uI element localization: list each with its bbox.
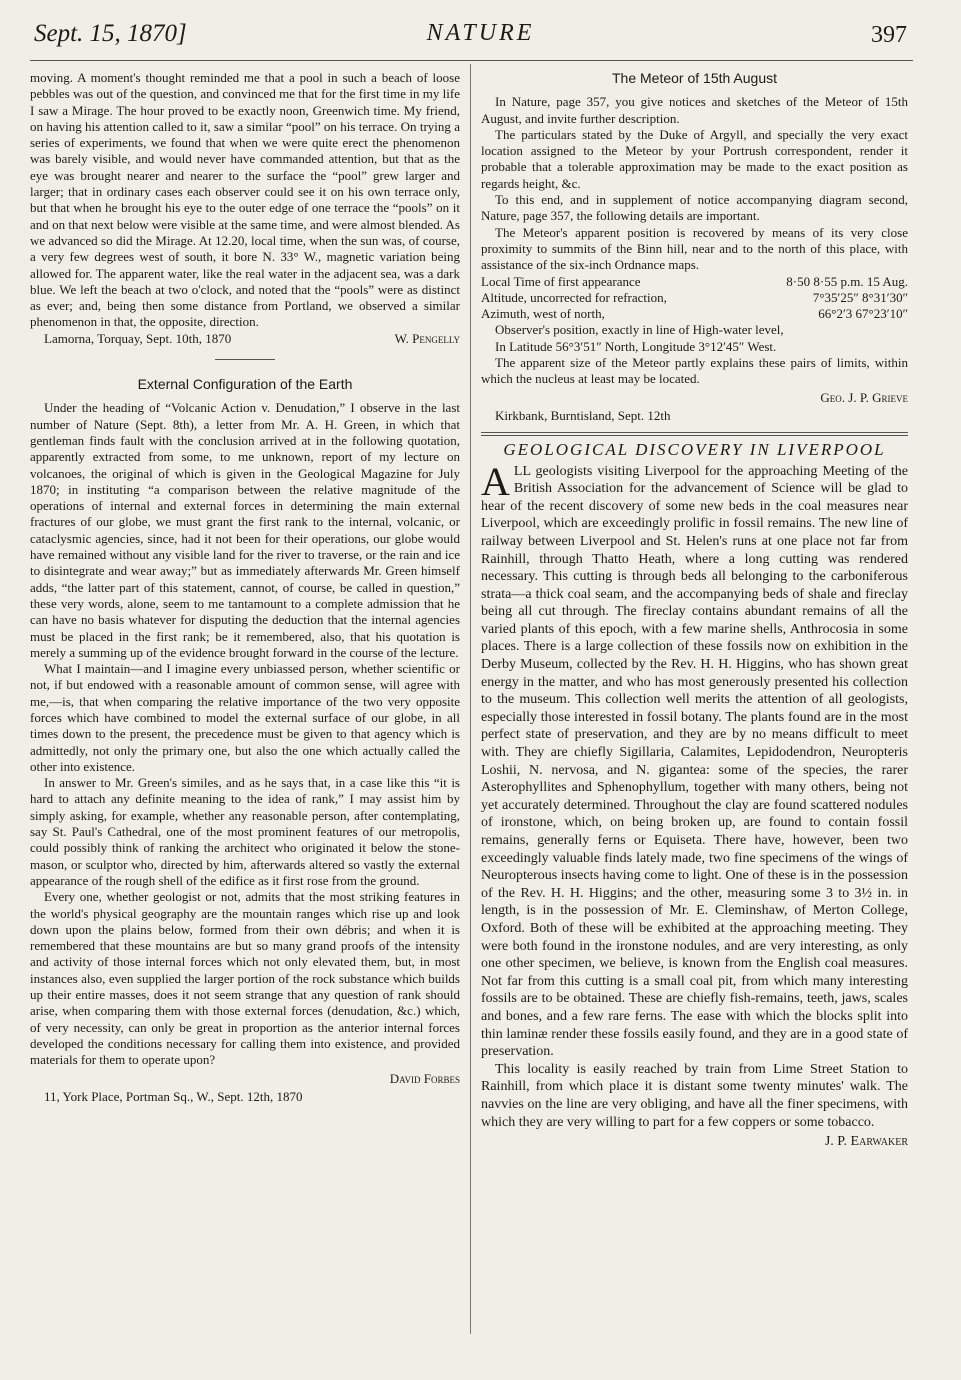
- observation-value: 66°2′3 67°23′10″: [818, 306, 908, 322]
- observation-value: 8·50 8·55 p.m. 15 Aug.: [786, 273, 908, 289]
- configuration-paragraph: Under the heading of “Volcanic Action v. Denudation,” I observe in the last number of Nature (Sept. 8th), a letter from Mr. A. H. Green, in which that gentleman finds fault with the conclusion arrived at in the following quotation, apparently extracted from some, to me unknown, report of my lecture on volcanoes, the original of which is given in the Geological Magazine for July 1870; in instituting “a comparison between the relative magnitude of the operations of internal and external forces in determining the main external fractures of our globe, we must grant the first rank to the internal, volcanic, or cataclysmic agencies, since, had it not been for their operations, our globe would have remained without any visible land for the river to traverse, or the rain and ice to disintegrate and wear away;” but as immediately afterwards Mr. Green himself adds, “the latter part of this statement, cannot, of course, be called in question,” these very words, alone, seem to me tantamount to a complete admission that he can have no basis whatever for disputing the deduction that the internal agencies must be placed in the first rank; be it remembered, also, that his quotation is merely a summing up of the evidence brought forward in the course of the lecture.: [30, 400, 460, 660]
- observation-label: Azimuth, west of north,: [481, 306, 605, 322]
- configuration-paragraph: Every one, whether geologist or not, admits that the most striking features in the world's physical geography are the mountain ranges which rise up and look down upon the plains below, formed from their own débris; and when it is remembered that these mountains are but so many grand proofs of the intensity and activity of those internal forces which not only elevated them, but, in most instances also, even supplied the larger portion of the rock substance which builds up their entire masses, does it not seem strange that any question of rank should arise, when comparing them with those external forces (denudation, &c.) which, of very necessity, can only be great in proportion as the anterior internal forces developed the conditions necessary for calling them into existence, and provided materials for them to operate upon?: [30, 889, 460, 1068]
- drop-cap: A: [481, 458, 510, 504]
- observation-value: 7°35′25″ 8°31′30″: [812, 289, 908, 305]
- observer-coordinates: In Latitude 56°3′51″ North, Longitude 3°12′45″ West.: [495, 338, 777, 354]
- meteor-paragraph: To this end, and in supplement of notice accompanying diagram second, Nature, page 357, the following details are important.: [481, 192, 908, 224]
- mirage-letter-footer: [30, 331, 460, 347]
- mirage-letter-text: moving. A moment's thought reminded me that a pool in such a beach of loose pebbles was out of the question, and convinced me that for the first time in my life I saw a Mirage. The hour proved to be exactly noon, Greenwich time. My friend, on having his attention called to it, saw a similar “pool” on his terrace. On trying a series of experiments, we found that when we were quite erect the phenomenon was barely visible, and would never have commanded attention, but that as the eye was brought nearer and nearer to the surface the “pool” grew larger and larger; that in ordinary cases each observer could see it on his own terrace only, but that when he brought his eye to the outer edge of one terrace the “pools” on it and on that next below were visible at the same time, and were almost blended. As we advanced so did the Mirage. At 12.20, local time, when the sun was, of course, a very few degrees west of south, it bore N. 33° W., magnetic variation being allowed for. The apparent water, like the real water in the adjacent sea, was a dark blue. We left the beach at two o'clock, and noted that the “pools” were as distinct as ever; and, being then some distance from Portland, we observed a similar phenomenon in that, the opposite, direction.: [30, 70, 460, 330]
- meteor-paragraph: The particulars stated by the Duke of Argyll, and specially the very exact location assigned to the Meteor by your Portrush correspondent, render it probable that a tolerable approximation may be made to the exact position as regards height, &c.: [481, 126, 908, 191]
- configuration-letter-title: External Configuration of the Earth: [137, 376, 353, 393]
- observation-row: [481, 290, 908, 306]
- geological-paragraph-text: LL geologists visiting Liverpool for the approaching Meeting of the British Association for the advancement of Science will be glad to hear of the recent discovery of some new beds in the coal measures near Liverpool, which are exceedingly prolific in fossil remains. The new line of railway between Liverpool and St. Helen's runs at one place not far from Rainhill, through Thatto Heath, where a long cutting was rendered necessary. This cutting is through beds all belonging to the carboniferous strata—a thick coal seam, and the accompanying beds of shale and fireclay being all cut through. The fireclay contains abundant remains of all the varied plants of this epoch, with a few marine shells, Anthrocosia in some places. There is a large collection of these fossils now on exhibition in the Derby Museum, collected by the Rev. H. H. Higgins, who has shown great energy in the matter, and who has most generously presented his collection to the museum. This collection well merits the attention of all geologists, especially those interested in fossil botany. The plants found are in the most perfect state of preservation, and they are by no means difficult to meet with. They are chiefly Sigillaria, Calamites, Lepidodendron, Neuropteris Loshii, N. nervosa, and N. gigantea: some of the species, the rarer Asterophyllites and Sphenophyllum, together with many others, being not yet accurately determined. Throughout the clay are found scattered nodules of ironstone, which, on being broken up, are found to contain fossil remains, generally ferns or Equiseta. There have, however, been two exceedingly valuable finds lately made, two fine specimens of the wings of Neuropterous insects having come to light. One of these is in the possession of the Rev. H. H. Higgins; and the other, measuring some 3 to 3½ in. in length, is in the possession of Mr. E. Cleminshaw, of Merton College, Oxford. Both of these will be exhibited at the approaching meeting. They were both found in the ironstone nodules, and are very interesting, as only one other specimen, we believe, is known from the English coal measures. Not far from this cutting is a small coal pit, from which many interesting fossils are to be obtained. These are chiefly fish-remains, teeth, jaws, scales and bones, and a few rare ferns. The ease with which the blocks split into thin laminæ render these fossils easily found, and they are in a good state of preservation.: [481, 463, 908, 1060]
- geological-paragraph: This locality is easily reached by train from Lime Street Station to Rainhill, from which place it is distant some twenty minutes' walk. The navvies on the line are very obliging, and have all the finer specimens, with which they are very willing to part for a few coppers or some tobacco.: [481, 1061, 908, 1130]
- observation-label: Local Time of first appearance: [481, 273, 641, 289]
- page-header: [0, 0, 961, 60]
- section-rule: [215, 359, 275, 360]
- page-number: 397: [871, 22, 907, 48]
- configuration-letter-signature: David Forbes: [389, 1070, 460, 1086]
- configuration-paragraph: What I maintain—and I imagine every unbiassed person, whether scientific or not, if but endowed with a reasonable amount of common sense, will agree with me,—is, that when comparing the relative importance of the two very opposite forces which have combined to model the external surface of our globe, in all times down to the present, the precedence must be given to that agency which is admittedly, not only the primary one, but also the one which actually called the other into existence.: [30, 661, 460, 774]
- mirage-letter-place: Lamorna, Torquay, Sept. 10th, 1870: [44, 330, 232, 346]
- meteor-letter-title: The Meteor of 15th August: [612, 70, 777, 86]
- issue-date: Sept. 15, 1870]: [34, 20, 187, 47]
- meteor-paragraph: In Nature, page 357, you give notices and sketches of the Meteor of 15th August, and invite further description.: [481, 94, 908, 126]
- observer-position: Observer's position, exactly in line of High-water level,: [495, 322, 784, 338]
- geological-article-body: [481, 458, 908, 1151]
- meteor-paragraph: The apparent size of the Meteor partly explains these pairs of limits, within which the nucleus at least may be located.: [481, 355, 908, 387]
- header-rule: [30, 60, 913, 61]
- meteor-letter-place: Kirkbank, Burntisland, Sept. 12th: [495, 407, 671, 423]
- geological-paragraph: [481, 458, 908, 1061]
- geological-article-signature: J. P. Earwaker: [824, 1134, 908, 1150]
- right-column: [481, 70, 908, 1151]
- geological-article-title: GEOLOGICAL DISCOVERY IN LIVERPOOL: [503, 440, 886, 460]
- column-divider: [470, 64, 471, 1334]
- observation-label: Altitude, uncorrected for refraction,: [481, 289, 667, 305]
- observation-row: [481, 274, 908, 290]
- mirage-letter-signature: W. Pengelly: [394, 330, 460, 346]
- journal-title: NATURE: [426, 20, 535, 46]
- meteor-paragraph: The Meteor's apparent position is recovered by means of its very close proximity to summits of the Binn hill, near and to the north of this place, with assistance of the six-inch Ordnance maps.: [481, 224, 908, 273]
- observation-table: [481, 274, 908, 323]
- left-column: [30, 70, 460, 1105]
- meteor-letter-signature: Geo. J. P. Grieve: [820, 389, 908, 405]
- configuration-letter-place: 11, York Place, Portman Sq., W., Sept. 12th, 1870: [44, 1088, 303, 1104]
- article-rule: [481, 432, 908, 436]
- configuration-paragraph: In answer to Mr. Green's similes, and as he says that, in a case like this “it is hard to attach any definite meaning to the idea of rank,” I may assist him by simply asking, for example, whether any reasonable person, after contemplating, say St. Paul's Cathedral, one of the most prominent features of our metropolis, could possibly think of ranking the architect who originated it below the stone-mason, or sculptor who, directed by him, afterwards altered so vastly the external appearance of the rough shell of the edifice as it first rose from the ground.: [30, 775, 460, 888]
- observation-row: [481, 306, 908, 322]
